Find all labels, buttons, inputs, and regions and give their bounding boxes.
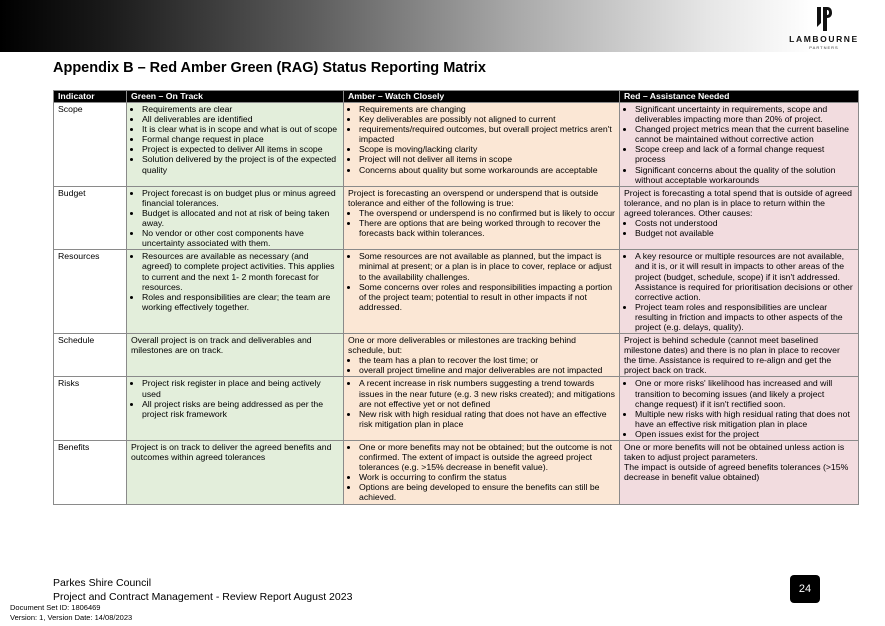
- amber-cell: [344, 103, 620, 187]
- bullet-list: [348, 378, 615, 428]
- list-item: • requirements/required outcomes, but overall project metrics aren't impacted: [359, 124, 615, 144]
- list-item: • the team has a plan to recover the lost time; or: [359, 355, 615, 365]
- bullet-list: [131, 251, 339, 312]
- list-item: • It is clear what is in scope and what is out of scope: [142, 124, 339, 134]
- list-item: • Project team roles and responsibilities are unclear resulting in friction and impacts to other aspects of the project (e.g. delays, quality).: [635, 302, 854, 332]
- bullet-list: [624, 251, 854, 332]
- bullet-list: [131, 188, 339, 249]
- list-item: • Project risk register in place and being actively used: [142, 378, 339, 398]
- list-item: • Requirements are clear: [142, 104, 339, 114]
- footer-report-title: Project and Contract Management - Review Report August 2023: [53, 591, 353, 603]
- list-item: • Multiple new risks with high residual rating that does not have an effective risk mitigation plan in place: [635, 409, 854, 429]
- cell-text: Project is behind schedule (cannot meet baselined milestone dates) and there is no plan in place to recover the time. Assistance is required to re-align and get the project back on track.: [624, 335, 840, 376]
- bullet-list: [348, 251, 615, 312]
- table-row: [54, 186, 859, 250]
- bullet-list: [348, 355, 615, 375]
- page-number-badge: 24: [790, 575, 820, 603]
- header-indicator: Indicator: [54, 91, 127, 103]
- list-item: • overall project timeline and major deliverables are not impacted: [359, 365, 615, 375]
- indicator-cell: Scope: [54, 103, 127, 187]
- list-item: • Budget is allocated and not at risk of being taken away.: [142, 208, 339, 228]
- table-body: [54, 103, 859, 505]
- indicator-cell: Budget: [54, 186, 127, 250]
- indicator-cell: Risks: [54, 377, 127, 441]
- red-cell: [620, 334, 859, 377]
- red-cell: [620, 103, 859, 187]
- header-gradient-band: [0, 0, 885, 52]
- header-green: Green – On Track: [127, 91, 344, 103]
- list-item: • Costs not understood: [635, 218, 854, 228]
- lambourne-mark-icon: [814, 6, 834, 32]
- table-row: [54, 250, 859, 334]
- list-item: • New risk with high residual rating that does not have an effective risk mitigation plan in place: [359, 409, 615, 429]
- list-item: • Work is occurring to confirm the status: [359, 472, 615, 482]
- list-item: • Key deliverables are possibly not aligned to current: [359, 114, 615, 124]
- bullet-list: [624, 218, 854, 238]
- cell-text: Project is forecasting a total spend that is outside of agreed tolerance, and no plan is in place to return within the agreed tolerances. Other causes:: [624, 187, 852, 218]
- green-cell: [127, 103, 344, 187]
- list-item: • Project forecast is on budget plus or minus agreed financial tolerances.: [142, 188, 339, 208]
- list-item: • Significant uncertainty in requirements, scope and deliverables impacting more than 20% of project.: [635, 104, 854, 124]
- amber-cell: [344, 334, 620, 377]
- bullet-list: [624, 104, 854, 185]
- header-red: Red – Assistance Needed: [620, 91, 859, 103]
- bullet-list: [131, 104, 339, 175]
- list-item: • All deliverables are identified: [142, 114, 339, 124]
- footer-organisation: Parkes Shire Council: [53, 577, 152, 589]
- list-item: • There are options that are being worked through to recover the forecasts back within tolerances.: [359, 218, 615, 238]
- table-row: [54, 103, 859, 187]
- version-info: Version: 1, Version Date: 14/08/2023: [10, 613, 133, 622]
- list-item: • Changed project metrics mean that the current baseline cannot be maintained without corrective action: [635, 124, 854, 144]
- bullet-list: [131, 378, 339, 418]
- bullet-list: [624, 378, 854, 439]
- cell-text: The impact is outside of agreed benefits tolerances (>15% decrease in benefit value obtained): [624, 462, 849, 483]
- list-item: • No vendor or other cost components have uncertainty associated with them.: [142, 228, 339, 248]
- indicator-cell: Resources: [54, 250, 127, 334]
- list-item: • Options are being developed to ensure the benefits can still be achieved.: [359, 482, 615, 502]
- table-row: [54, 334, 859, 377]
- list-item: • Significant concerns about the quality of the solution without acceptable workarounds: [635, 165, 854, 185]
- document-set-id: Document Set ID: 1806469: [10, 603, 101, 612]
- amber-cell: [344, 250, 620, 334]
- list-item: • Project is expected to deliver All items in scope: [142, 144, 339, 154]
- list-item: • Project will not deliver all items in scope: [359, 154, 615, 164]
- list-item: • A key resource or multiple resources are not available, and it is, or it will result in impacts to other areas of the project (budget, schedule, scope) if it isn't addressed. Assistance is required for prioritisation decisions or other corrective action.: [635, 251, 854, 301]
- rag-matrix-table: [53, 90, 859, 505]
- logo-brand-sub: PARTNERS: [809, 45, 839, 50]
- logo-brand-name: LAMBOURNE: [789, 34, 859, 44]
- list-item: • Budget not available: [635, 228, 854, 238]
- green-cell: [127, 186, 344, 250]
- bullet-list: [348, 104, 615, 175]
- list-item: • Open issues exist for the project: [635, 429, 854, 439]
- list-item: • Some resources are not available as planned, but the impact is minimal at present; or a plan is in place to cover, replace or adjust to the availability challenges.: [359, 251, 615, 281]
- cell-text: One or more deliverables or milestones are tracking behind schedule, but:: [348, 335, 576, 356]
- red-cell: [620, 377, 859, 441]
- cell-text: One or more benefits will not be obtained unless action is taken to adjust project parameters.: [624, 442, 845, 463]
- list-item: • The overspend or underspend is no confirmed but is likely to occur: [359, 208, 615, 218]
- bullet-list: [348, 208, 615, 238]
- cell-text: Overall project is on track and deliverables and milestones are on track.: [131, 335, 312, 356]
- list-item: • Some concerns over roles and responsibilities impacting a portion of the project team; potential to result in other impacts if not addressed.: [359, 282, 615, 312]
- list-item: • Scope is moving/lacking clarity: [359, 144, 615, 154]
- cell-text: Project is forecasting an overspend or underspend that is outside tolerance and either of the following is true:: [348, 187, 599, 208]
- red-cell: [620, 186, 859, 250]
- amber-cell: [344, 186, 620, 250]
- indicator-cell: Benefits: [54, 441, 127, 505]
- green-cell: [127, 250, 344, 334]
- amber-cell: [344, 377, 620, 441]
- list-item: • Resources are available as necessary (and agreed) to complete project activities. This applies to current and the next 1- 2 month forecast for resources.: [142, 251, 339, 291]
- table-header-row: [54, 91, 859, 103]
- table-row: [54, 377, 859, 441]
- list-item: • One or more risks' likelihood has increased and will transition to becoming issues (and likely a project change request) if it isn't rectified soon.: [635, 378, 854, 408]
- list-item: • One or more benefits may not be obtained; but the outcome is not confirmed. The extent of impact is outside the agreed project tolerances (e.g. >15% decrease in benefit value).: [359, 442, 615, 472]
- lambourne-logo: [780, 6, 868, 56]
- table-row: [54, 441, 859, 505]
- list-item: • Requirements are changing: [359, 104, 615, 114]
- list-item: • All project risks are being addressed as per the project risk framework: [142, 399, 339, 419]
- red-cell: [620, 441, 859, 505]
- bullet-list: [348, 442, 615, 503]
- list-item: • Roles and responsibilities are clear; the team are working effectively together.: [142, 292, 339, 312]
- list-item: • Concerns about quality but some workarounds are acceptable: [359, 165, 615, 175]
- green-cell: [127, 377, 344, 441]
- indicator-cell: Schedule: [54, 334, 127, 377]
- list-item: • Scope creep and lack of a formal change request process: [635, 144, 854, 164]
- list-item: • Formal change request in place: [142, 134, 339, 144]
- amber-cell: [344, 441, 620, 505]
- green-cell: [127, 441, 344, 505]
- list-item: • Solution delivered by the project is of the expected quality: [142, 154, 339, 174]
- page-title: Appendix B – Red Amber Green (RAG) Status Reporting Matrix: [53, 60, 486, 76]
- list-item: • A recent increase in risk numbers suggesting a trend towards issues in the near future (e.g. 3 new risks created); and mitigations are not effective yet or not defined: [359, 378, 615, 408]
- header-amber: Amber – Watch Closely: [344, 91, 620, 103]
- red-cell: [620, 250, 859, 334]
- green-cell: [127, 334, 344, 377]
- cell-text: Project is on track to deliver the agreed benefits and outcomes within agreed tolerances: [131, 442, 332, 463]
